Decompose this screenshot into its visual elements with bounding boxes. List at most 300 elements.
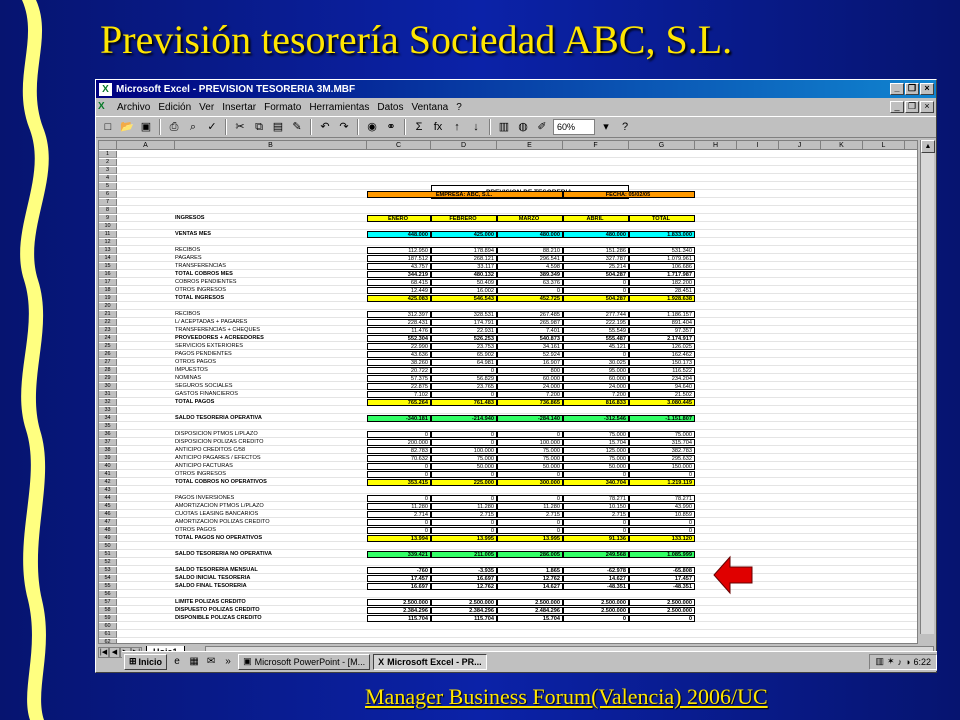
value-cell[interactable]: 55.549: [563, 327, 629, 334]
value-cell[interactable]: 344.219: [367, 271, 431, 278]
value-cell[interactable]: 0: [563, 287, 629, 294]
vertical-scrollbar[interactable]: [920, 140, 934, 634]
value-cell[interactable]: 531.340: [629, 247, 695, 254]
value-cell[interactable]: -760: [367, 567, 431, 574]
value-cell[interactable]: 50.000: [431, 463, 497, 470]
value-cell[interactable]: 2.500.000: [629, 607, 695, 614]
value-cell[interactable]: 43.757: [367, 263, 431, 270]
value-cell[interactable]: 2.500.000: [367, 599, 431, 606]
row-label[interactable]: VENTAS MES: [175, 231, 211, 237]
row-label[interactable]: AMORTIZACION PTMOS L/PLAZO: [175, 503, 264, 509]
value-cell[interactable]: 57.375: [367, 375, 431, 382]
prev-sheet-icon[interactable]: ◀: [109, 647, 120, 658]
spreadsheet-grid[interactable]: [98, 140, 918, 644]
row-header[interactable]: 42: [99, 479, 117, 486]
value-cell[interactable]: 13.995: [431, 535, 497, 542]
value-cell[interactable]: 100.000: [431, 447, 497, 454]
value-cell[interactable]: 28.451: [629, 287, 695, 294]
row-label[interactable]: TRANSFERENCIAS: [175, 263, 226, 269]
column-header-h[interactable]: H: [695, 141, 737, 150]
value-cell[interactable]: 14.627: [497, 583, 563, 590]
value-cell[interactable]: 125.000: [563, 447, 629, 454]
value-cell[interactable]: 296.541: [497, 255, 563, 262]
zoom-select[interactable]: 60%: [553, 119, 595, 135]
value-cell[interactable]: 0: [497, 431, 563, 438]
drawing-icon[interactable]: ✐: [537, 121, 547, 133]
row-header[interactable]: 19: [99, 295, 117, 302]
value-cell[interactable]: 11.280: [431, 503, 497, 510]
fecha-cell[interactable]: FECHA: 05/02/05: [563, 191, 695, 198]
value-cell[interactable]: 4.598: [497, 263, 563, 270]
redo-icon[interactable]: ↷: [339, 121, 349, 133]
function-icon[interactable]: fx: [433, 121, 443, 133]
row-header[interactable]: 49: [99, 535, 117, 542]
workbook-icon[interactable]: X: [98, 100, 105, 112]
month-header-cell[interactable]: ENERO: [367, 215, 431, 222]
value-cell[interactable]: 228.431: [367, 319, 431, 326]
value-cell[interactable]: 0: [497, 471, 563, 478]
value-cell[interactable]: 63.376: [497, 279, 563, 286]
value-cell[interactable]: 174.791: [431, 319, 497, 326]
value-cell[interactable]: 0: [431, 391, 497, 398]
row-header[interactable]: 3: [99, 167, 117, 174]
value-cell[interactable]: 50.409: [431, 279, 497, 286]
value-cell[interactable]: 30.025: [563, 359, 629, 366]
value-cell[interactable]: 75.000: [563, 431, 629, 438]
value-cell[interactable]: 546.543: [431, 295, 497, 302]
row-header[interactable]: 20: [99, 303, 117, 310]
value-cell[interactable]: 736.865: [497, 399, 563, 406]
preview-icon[interactable]: ⌕: [189, 121, 197, 133]
menu-insertar[interactable]: Insertar: [222, 101, 257, 113]
value-cell[interactable]: 126.025: [629, 343, 695, 350]
value-cell[interactable]: 0: [563, 615, 629, 622]
row-header[interactable]: 27: [99, 359, 117, 366]
menu-help[interactable]: ?: [456, 101, 462, 113]
value-cell[interactable]: 0: [563, 527, 629, 534]
row-label[interactable]: DISPOSICION POLIZAS CREDITO: [175, 439, 264, 445]
row-label[interactable]: LIMITE POLIZAS CREDITO: [175, 599, 246, 605]
row-label[interactable]: TRANSFERENCIAS + CHEQUES: [175, 327, 261, 333]
value-cell[interactable]: 268.121: [431, 255, 497, 262]
row-header[interactable]: 36: [99, 431, 117, 438]
row-header[interactable]: 55: [99, 583, 117, 590]
row-label[interactable]: CUOTAS LEASING BANCARIOS: [175, 511, 259, 517]
value-cell[interactable]: 75.000: [629, 431, 695, 438]
value-cell[interactable]: 225.000: [431, 479, 497, 486]
row-header[interactable]: 44: [99, 495, 117, 502]
value-cell[interactable]: 78.271: [563, 495, 629, 502]
value-cell[interactable]: -312.546: [563, 415, 629, 422]
value-cell[interactable]: 265.987: [497, 319, 563, 326]
value-cell[interactable]: 16.697: [367, 583, 431, 590]
value-cell[interactable]: 17.457: [367, 575, 431, 582]
value-cell[interactable]: 339.421: [367, 551, 431, 558]
value-cell[interactable]: 2.500.000: [497, 599, 563, 606]
outlook-icon[interactable]: ✉: [206, 655, 216, 667]
row-label[interactable]: OTROS PAGOS: [175, 527, 216, 533]
value-cell[interactable]: -340.181: [367, 415, 431, 422]
row-header[interactable]: 16: [99, 271, 117, 278]
tray-app-icon[interactable]: ◑: [905, 656, 911, 667]
value-cell[interactable]: 222.195: [563, 319, 629, 326]
value-cell[interactable]: 211.005: [431, 551, 497, 558]
row-header[interactable]: 25: [99, 343, 117, 350]
doc-close-button[interactable]: ×: [920, 101, 934, 113]
row-header[interactable]: 50: [99, 543, 117, 550]
row-header[interactable]: 53: [99, 567, 117, 574]
value-cell[interactable]: 425.000: [431, 231, 497, 238]
row-label[interactable]: SALDO TESORERIA MENSUAL: [175, 567, 258, 573]
value-cell[interactable]: 82.783: [367, 447, 431, 454]
empresa-cell[interactable]: EMPRESA: ABC, S.L.: [367, 191, 563, 198]
value-cell[interactable]: 94.640: [629, 383, 695, 390]
value-cell[interactable]: 234.204: [629, 375, 695, 382]
autosum-icon[interactable]: Σ: [415, 121, 423, 133]
value-cell[interactable]: 2.714: [367, 511, 431, 518]
value-cell[interactable]: 480.000: [497, 231, 563, 238]
row-header[interactable]: 34: [99, 415, 117, 422]
value-cell[interactable]: 75.000: [431, 455, 497, 462]
value-cell[interactable]: 115.704: [367, 615, 431, 622]
value-cell[interactable]: 0: [431, 471, 497, 478]
row-header[interactable]: 38: [99, 447, 117, 454]
value-cell[interactable]: 20.722: [367, 367, 431, 374]
value-cell[interactable]: 0: [629, 471, 695, 478]
row-header[interactable]: 13: [99, 247, 117, 254]
value-cell[interactable]: 2.500.000: [629, 599, 695, 606]
doc-minimize-button[interactable]: _: [890, 101, 904, 113]
cut-icon[interactable]: ✂: [235, 121, 245, 133]
row-header[interactable]: 52: [99, 559, 117, 566]
value-cell[interactable]: 15.704: [497, 615, 563, 622]
menu-datos[interactable]: Datos: [377, 101, 404, 113]
sort-desc-icon[interactable]: ↓: [473, 121, 479, 133]
row-label[interactable]: COBROS PENDIENTES: [175, 279, 237, 285]
value-cell[interactable]: 0: [431, 431, 497, 438]
value-cell[interactable]: 1.219.119: [629, 479, 695, 486]
spelling-icon[interactable]: ✓: [207, 121, 217, 133]
value-cell[interactable]: 2.500.000: [431, 599, 497, 606]
row-header[interactable]: 57: [99, 599, 117, 606]
value-cell[interactable]: 21.502: [629, 391, 695, 398]
value-cell[interactable]: 504.287: [563, 295, 629, 302]
row-header[interactable]: 43: [99, 487, 117, 494]
row-header[interactable]: 47: [99, 519, 117, 526]
value-cell[interactable]: 891.404: [629, 319, 695, 326]
value-cell[interactable]: 0: [431, 367, 497, 374]
row-header[interactable]: 26: [99, 351, 117, 358]
chart-wizard-icon[interactable]: ▥: [498, 121, 510, 133]
quicklaunch-more-icon[interactable]: »: [225, 655, 231, 667]
value-cell[interactable]: 100.000: [497, 439, 563, 446]
task-excel[interactable]: [373, 654, 487, 670]
format-painter-icon[interactable]: ✎: [292, 121, 302, 133]
value-cell[interactable]: 1.079.961: [629, 255, 695, 262]
value-cell[interactable]: 353.415: [367, 479, 431, 486]
value-cell[interactable]: 64.981: [431, 359, 497, 366]
row-label[interactable]: OTROS PAGOS: [175, 359, 216, 365]
row-label[interactable]: SEGUROS SOCIALES: [175, 383, 233, 389]
close-button[interactable]: ×: [920, 83, 934, 95]
value-cell[interactable]: 0: [367, 519, 431, 526]
row-header[interactable]: 51: [99, 551, 117, 558]
value-cell[interactable]: -48.351: [563, 583, 629, 590]
doc-restore-button[interactable]: ❐: [905, 101, 919, 113]
row-label[interactable]: DISPOSICION PTMOS L/PLAZO: [175, 431, 258, 437]
value-cell[interactable]: 200.000: [367, 439, 431, 446]
column-header-l[interactable]: L: [863, 141, 905, 150]
value-cell[interactable]: 50.000: [563, 463, 629, 470]
column-header-m[interactable]: [905, 141, 918, 150]
value-cell[interactable]: 22.931: [431, 327, 497, 334]
value-cell[interactable]: 17.457: [629, 575, 695, 582]
sort-asc-icon[interactable]: ↑: [454, 121, 460, 133]
row-header[interactable]: 5: [99, 183, 117, 190]
column-header-j[interactable]: J: [779, 141, 821, 150]
volume-icon[interactable]: ♪: [897, 656, 903, 667]
row-label[interactable]: OTROS INGRESOS: [175, 287, 226, 293]
value-cell[interactable]: 286.005: [497, 551, 563, 558]
value-cell[interactable]: 34.161: [497, 343, 563, 350]
value-cell[interactable]: 0: [563, 471, 629, 478]
row-header[interactable]: 15: [99, 263, 117, 270]
value-cell[interactable]: 10.859: [629, 511, 695, 518]
row-header[interactable]: 31: [99, 391, 117, 398]
column-header-d[interactable]: D: [431, 141, 497, 150]
value-cell[interactable]: 0: [629, 527, 695, 534]
value-cell[interactable]: 150.173: [629, 359, 695, 366]
scroll-up-icon[interactable]: ▲: [921, 140, 935, 153]
value-cell[interactable]: 65.902: [431, 351, 497, 358]
row-label[interactable]: TOTAL PAGOS NO OPERATIVOS: [175, 535, 263, 541]
row-label[interactable]: DISPONIBLE POLIZAS CREDITO: [175, 615, 262, 621]
minimize-button[interactable]: _: [890, 83, 904, 95]
row-header[interactable]: 33: [99, 407, 117, 414]
row-header[interactable]: 54: [99, 575, 117, 582]
row-header[interactable]: 24: [99, 335, 117, 342]
value-cell[interactable]: 97.357: [629, 327, 695, 334]
row-label[interactable]: SALDO TESORERIA NO OPERATIVA: [175, 551, 272, 557]
month-header-cell[interactable]: FEBRERO: [431, 215, 497, 222]
value-cell[interactable]: 2.715: [431, 511, 497, 518]
row-header[interactable]: 21: [99, 311, 117, 318]
value-cell[interactable]: 10.150: [563, 503, 629, 510]
value-cell[interactable]: 382.783: [629, 447, 695, 454]
row-header[interactable]: 45: [99, 503, 117, 510]
value-cell[interactable]: 7.200: [497, 391, 563, 398]
value-cell[interactable]: 60.000: [497, 375, 563, 382]
row-label[interactable]: PAGOS INVERSIONES: [175, 495, 235, 501]
value-cell[interactable]: 7.102: [367, 391, 431, 398]
paste-icon[interactable]: ▤: [272, 121, 284, 133]
row-header[interactable]: 37: [99, 439, 117, 446]
value-cell[interactable]: 2.174.917: [629, 335, 695, 342]
menu-ver[interactable]: Ver: [199, 101, 215, 113]
row-label[interactable]: NOMINAS: [175, 375, 202, 381]
row-header[interactable]: 30: [99, 383, 117, 390]
value-cell[interactable]: 295.632: [629, 455, 695, 462]
value-cell[interactable]: 43.990: [629, 503, 695, 510]
value-cell[interactable]: 315.704: [629, 439, 695, 446]
row-header[interactable]: 4: [99, 175, 117, 182]
row-header[interactable]: 35: [99, 423, 117, 430]
value-cell[interactable]: 24.000: [563, 383, 629, 390]
value-cell[interactable]: 555.487: [563, 335, 629, 342]
value-cell[interactable]: 56.829: [431, 375, 497, 382]
value-cell[interactable]: 116.522: [629, 367, 695, 374]
value-cell[interactable]: 0: [629, 519, 695, 526]
value-cell[interactable]: 312.397: [367, 311, 431, 318]
menu-archivo[interactable]: Archivo: [117, 101, 151, 113]
value-cell[interactable]: 7.401: [497, 327, 563, 334]
value-cell[interactable]: 0: [497, 527, 563, 534]
value-cell[interactable]: 162.462: [629, 351, 695, 358]
undo-icon[interactable]: ↶: [320, 121, 330, 133]
row-header[interactable]: 29: [99, 375, 117, 382]
value-cell[interactable]: 0: [563, 519, 629, 526]
value-cell[interactable]: -3.935: [431, 567, 497, 574]
column-header-g[interactable]: G: [629, 141, 695, 150]
row-label[interactable]: SALDO INICIAL TESORERIA: [175, 575, 251, 581]
value-cell[interactable]: 70.632: [367, 455, 431, 462]
value-cell[interactable]: 50.000: [497, 463, 563, 470]
month-header-cell[interactable]: ABRIL: [563, 215, 629, 222]
value-cell[interactable]: -62.978: [563, 567, 629, 574]
value-cell[interactable]: 552.304: [367, 335, 431, 342]
row-header[interactable]: 14: [99, 255, 117, 262]
value-cell[interactable]: 2.384.296: [367, 607, 431, 614]
value-cell[interactable]: 1.833.000: [629, 231, 695, 238]
row-header[interactable]: 12: [99, 239, 117, 246]
start-button[interactable]: [124, 654, 167, 670]
value-cell[interactable]: 1.085.999: [629, 551, 695, 558]
row-label[interactable]: PROVEEDORES + ACREEDORES: [175, 335, 264, 341]
value-cell[interactable]: 1.717.987: [629, 271, 695, 278]
value-cell[interactable]: 16.907: [497, 359, 563, 366]
row-header[interactable]: 32: [99, 399, 117, 406]
menu-ventana[interactable]: Ventana: [411, 101, 449, 113]
value-cell[interactable]: 0: [563, 279, 629, 286]
save-icon[interactable]: ▣: [140, 121, 152, 133]
row-header[interactable]: 1: [99, 151, 117, 158]
row-header[interactable]: 56: [99, 591, 117, 598]
row-header[interactable]: 62: [99, 639, 117, 644]
new-icon[interactable]: □: [104, 121, 112, 133]
value-cell[interactable]: 178.894: [431, 247, 497, 254]
value-cell[interactable]: 16.002: [431, 287, 497, 294]
row-header[interactable]: 6: [99, 191, 117, 198]
value-cell[interactable]: 0: [367, 431, 431, 438]
row-label[interactable]: RECIBOS: [175, 311, 201, 317]
value-cell[interactable]: 13.995: [497, 535, 563, 542]
select-all-corner[interactable]: [99, 141, 117, 150]
restore-button[interactable]: ❐: [905, 83, 919, 95]
column-header-f[interactable]: F: [563, 141, 629, 150]
row-label[interactable]: SERVICIOS EXTERIORES: [175, 343, 243, 349]
value-cell[interactable]: 12.449: [367, 287, 431, 294]
value-cell[interactable]: 23.765: [431, 383, 497, 390]
row-header[interactable]: 7: [99, 199, 117, 206]
column-header-k[interactable]: K: [821, 141, 863, 150]
value-cell[interactable]: 0: [431, 495, 497, 502]
value-cell[interactable]: 95.000: [563, 367, 629, 374]
value-cell[interactable]: 761.483: [431, 399, 497, 406]
row-label[interactable]: OTROS INGRESOS: [175, 471, 226, 477]
value-cell[interactable]: 0: [367, 527, 431, 534]
value-cell[interactable]: 0: [431, 527, 497, 534]
value-cell[interactable]: 15.704: [563, 439, 629, 446]
row-header[interactable]: 61: [99, 631, 117, 638]
value-cell[interactable]: 106.686: [629, 263, 695, 270]
value-cell[interactable]: 0: [563, 351, 629, 358]
row-header[interactable]: 58: [99, 607, 117, 614]
row-header[interactable]: 46: [99, 511, 117, 518]
value-cell[interactable]: 389.349: [497, 271, 563, 278]
value-cell[interactable]: 800: [497, 367, 563, 374]
row-header[interactable]: 17: [99, 279, 117, 286]
row-header[interactable]: 11: [99, 231, 117, 238]
row-label[interactable]: DISPUESTO POLIZAS CREDITO: [175, 607, 260, 613]
value-cell[interactable]: 115.704: [431, 615, 497, 622]
value-cell[interactable]: 16.697: [431, 575, 497, 582]
web-icon[interactable]: ◉: [367, 121, 377, 133]
map-icon[interactable]: ◍: [518, 121, 528, 133]
value-cell[interactable]: 91.136: [563, 535, 629, 542]
value-cell[interactable]: 11.280: [367, 503, 431, 510]
value-cell[interactable]: 816.833: [563, 399, 629, 406]
value-cell[interactable]: 112.950: [367, 247, 431, 254]
row-header[interactable]: 23: [99, 327, 117, 334]
row-header[interactable]: 48: [99, 527, 117, 534]
value-cell[interactable]: 14.627: [563, 575, 629, 582]
value-cell[interactable]: 133.120: [629, 535, 695, 542]
value-cell[interactable]: 2.500.000: [563, 607, 629, 614]
value-cell[interactable]: 2.384.296: [431, 607, 497, 614]
value-cell[interactable]: 2.484.296: [497, 607, 563, 614]
value-cell[interactable]: 38.260: [367, 359, 431, 366]
value-cell[interactable]: 277.744: [563, 311, 629, 318]
value-cell[interactable]: 480.000: [563, 231, 629, 238]
value-cell[interactable]: 0: [497, 287, 563, 294]
menu-herramientas[interactable]: Herramientas: [309, 101, 370, 113]
value-cell[interactable]: 78.271: [629, 495, 695, 502]
value-cell[interactable]: 12.762: [497, 575, 563, 582]
hyperlink-icon[interactable]: ⚭: [386, 121, 396, 133]
row-label[interactable]: RECIBOS: [175, 247, 201, 253]
column-header-a[interactable]: A: [117, 141, 175, 150]
value-cell[interactable]: 0: [629, 615, 695, 622]
row-label[interactable]: L/ ACEPTADAS + PAGARES: [175, 319, 248, 325]
row-label[interactable]: PAGARES: [175, 255, 202, 261]
row-header[interactable]: 60: [99, 623, 117, 630]
value-cell[interactable]: 1.928.638: [629, 295, 695, 302]
value-cell[interactable]: 187.512: [367, 255, 431, 262]
value-cell[interactable]: -65.808: [629, 567, 695, 574]
row-header[interactable]: 39: [99, 455, 117, 462]
zoom-dropdown-icon[interactable]: ▾: [603, 121, 609, 133]
open-icon[interactable]: 📂: [120, 121, 134, 133]
value-cell[interactable]: 22.990: [367, 343, 431, 350]
row-header[interactable]: 59: [99, 615, 117, 622]
row-label[interactable]: IMPUESTOS: [175, 367, 208, 373]
column-header-e[interactable]: E: [497, 141, 563, 150]
value-cell[interactable]: 45.121: [563, 343, 629, 350]
row-header[interactable]: 18: [99, 287, 117, 294]
desktop-icon[interactable]: ▦: [189, 655, 199, 667]
value-cell[interactable]: 0: [497, 519, 563, 526]
value-cell[interactable]: 0: [367, 495, 431, 502]
